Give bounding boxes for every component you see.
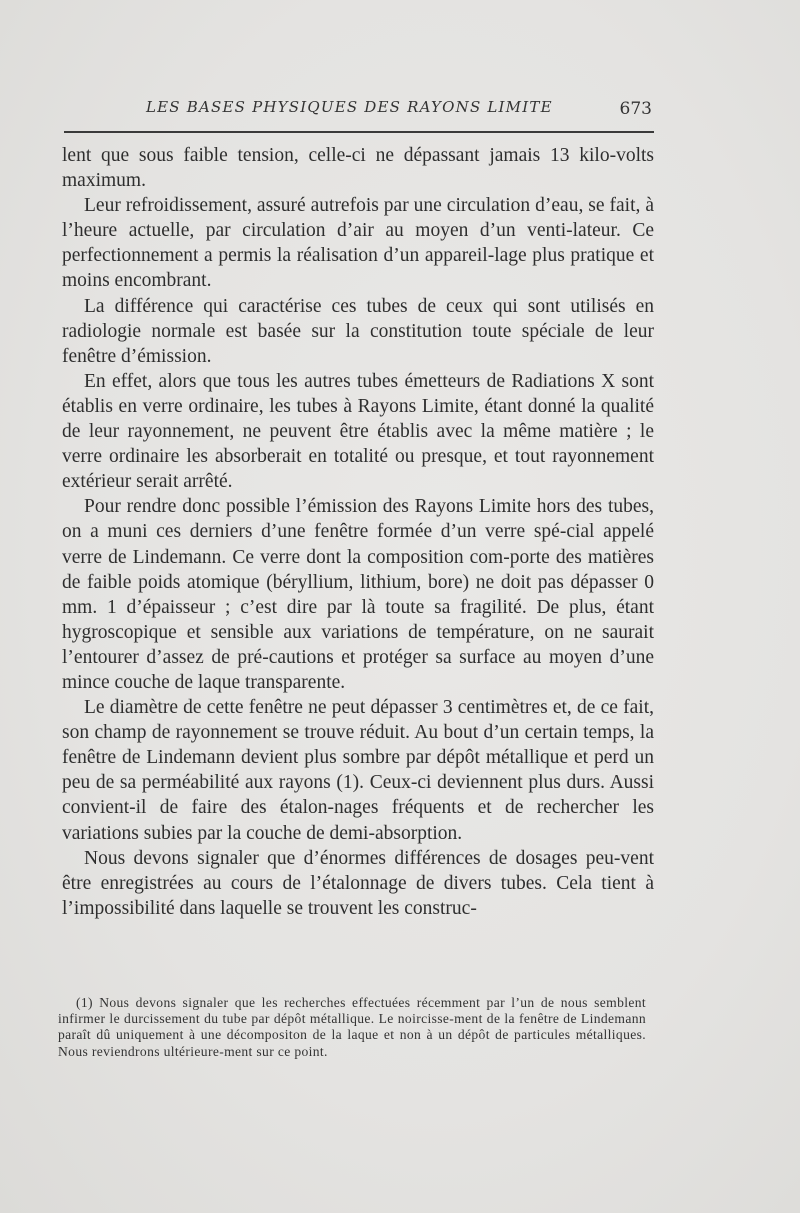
paragraph-en-effet: En effet, alors que tous les autres tubes émetteurs de Radiations X sont établis en verre ordinaire, les tubes à Rayons Limite, étant donné la qualité de leur rayonnement, ne peuvent être établis avec la même matière ; le verre ordinaire les absorberait en totalité ou presque, et tout rayonnement extérieur serait arrêté. xyxy=(62,370,654,493)
paragraph-dosages: Nous devons signaler que d’énormes différences de dosages peu-vent être enregistrées au cours de l’étalonnage de divers tubes. Cela tient à l’impossibilité dans laquelle se trouvent les construc- xyxy=(62,847,654,919)
paragraph-continuation: lent que sous faible tension, celle-ci ne dépassant jamais 13 kilo-volts maximum. xyxy=(62,145,654,192)
paragraph-difference: La différence qui caractérise ces tubes de ceux qui sont utilisés en radiologie normale est basée sur la constitution toute spéciale de leur fenêtre d’émission. xyxy=(62,295,654,367)
footnote-text: (1) Nous devons signaler que les recherches effectuées récemment par l’un de nous semblent infirmer le durcissement du tube par dépôt métallique. Le noircisse-ment de la fenêtre de Lindemann paraît dû uniquement à une décompositon de la laque et non à un dépôt de particules métalliques. Nous reviendrons ultérieure-ment sur ce point. xyxy=(58,995,646,1059)
paragraph-lindemann-window: Pour rendre donc possible l’émission des Rayons Limite hors des tubes, on a muni ces derniers d’une fenêtre formée d’un verre spé-cial appelé verre de Lindemann. Ce verre dont la composition com-porte des matières de faible poids atomique (béryllium, lithium, bore) ne doit pas dépasser 0 mm. 1 d’épaisseur ; c’est dire par là toute sa fragilité. De plus, étant hygroscopique et sensible aux variations de température, on ne saurait l’entourer d’assez de pré-cautions et protéger sa surface au moyen d’une mince couche de laque transparente. xyxy=(62,496,654,693)
header-rule xyxy=(64,131,654,133)
paragraph-refroidissement: Leur refroidissement, assuré autrefois par une circulation d’eau, se fait, à l’heure actuelle, par circulation d’air au moyen d’un venti-lateur. Ce perfectionnement a permis la réalisation d’un appareil-lage plus pratique et moins encombrant. xyxy=(62,195,654,292)
page-number: 673 xyxy=(619,99,652,119)
paragraph-diameter: Le diamètre de cette fenêtre ne peut dépasser 3 centimètres et, de ce fait, son champ de rayonnement se trouve réduit. Au bout d’un certain temps, la fenêtre de Lindemann devient plus sombre par dépôt métallique et perd un peu de sa perméabilité aux rayons (1). Ceux-ci deviennent plus durs. Aussi convient-il de faire des étalon-nages fréquents et de rechercher les variations subies par la couche de demi-absorption. xyxy=(62,697,654,844)
main-text xyxy=(62,143,654,921)
page-header xyxy=(64,96,654,120)
footnote xyxy=(58,995,646,1060)
running-title: LES BASES PHYSIQUES DES RAYONS LIMITE xyxy=(146,98,553,116)
